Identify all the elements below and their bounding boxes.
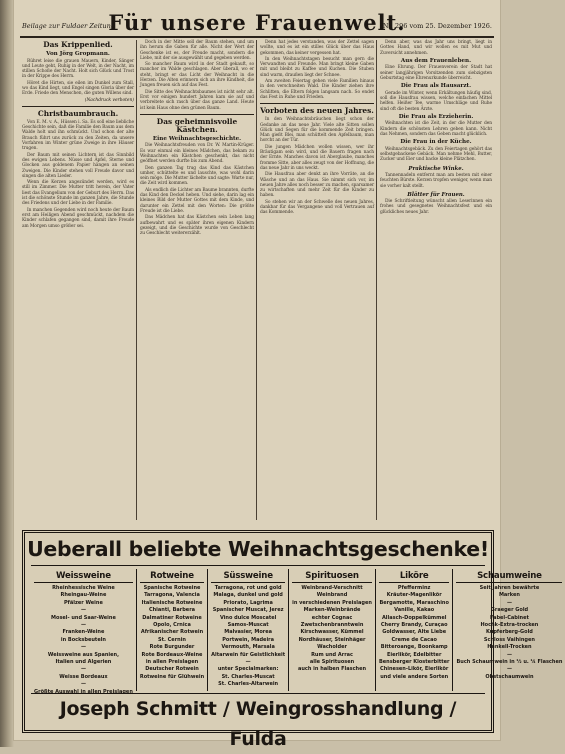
ad-product-line: Cherry Brandy, Curaçao [380,622,448,629]
article-subheading: Praktische Winke. [408,165,464,172]
ad-product-line: Allasch-Doppelkümmel [381,614,447,621]
article-paragraph: Am zweiten Feiertag gehen viele Familien hinaus in den verschneiten Wald. Die Kinder ziehen ihre Schlitten, die Eltern folgen langsam nach. So endet das Fest in Ruhe und Frieden. [260,79,374,100]
article-paragraph: Rühret leise die grauen Mauern, Kinder, Sänger und Leute geht, Ruhig in der Welt, in der Nacht, im stillen Schoße der Nacht. Holt sich Glück und Trost in der Krippe des Herrn. [22,58,134,80]
masthead [20,10,494,38]
ad-product-line: Marken [498,592,520,599]
ad-product-line: Kupferberg-Gold [485,629,533,636]
ad-product-line: St. Cernin [158,636,186,643]
article-paragraph: Weihnachten ist die Zeit, in der die Mutter den Kindern die schönsten Lehren geben kann. Nicht das Nehmen, sondern das Geben macht glücklich. [380,121,492,138]
article-subheading: Von Jörg Gropmann. [46,51,110,57]
ad-product-line: Rheingau-Weine [60,592,107,599]
article-column-3 [260,40,374,524]
article-subheading: Die Frau als Erzieherin. [398,113,474,120]
ad-column-rotweine [137,569,208,691]
ad-product-line: Rotweine für Glühwein [139,673,205,680]
article-paragraph: Denn aber, was das Jahr uns bringt, liegt in Gottes Hand, und wir wollen es mit Mut und Zuversicht annehmen. [380,40,492,56]
ad-product-line: Altarwein für Geistlichkeit [211,651,286,658]
ad-product-line: Weinbrand [316,592,348,599]
ad-product-line: Tarragona, Valencia [144,592,200,599]
ad-product-line: Malaga, dunkel und gold [213,592,283,599]
article-paragraph: In den Weihnachtstagen besucht man gern die Verwandten und Freunde. Man bringt kleine Gaben mit und bleibt zu Kaffee und Kuchen. Die Stuben sind warm, draußen liegt der Schnee. [260,56,374,78]
ad-product-line: Samos-Muscat [227,622,269,629]
article-paragraph: Eine Ehrung. Der Frauenverein der Stadt hat seiner langjährigen Vorsitzenden zum siebzigsten Geburtstag eine Ehrenurkunde überreicht. [380,65,492,81]
article-paragraph: Doch in der Mitte soll der Baum stehen, und um ihn herum die Gaben für alle. Nicht der Wert der Geschenke ist es, der Freude macht, sondern die Liebe, mit der sie ausgewählt und gegeben werden. [140,40,254,61]
ad-product-line: Franken-Weine [62,629,105,636]
ad-product-line: Bensberger Klosterbitter [378,659,450,666]
ad-company-footer: Joseph Schmitt / Weingrosshandlung / Fulda [31,693,485,724]
article-paragraph: In den Weihnachtsbräuchen liegt schon der Gedanke an das neue Jahr. Viele alte Sitten sollen Glück und Segen für die kommende Zeit bringen. Man gießt Blei, man schüttelt den Apfelbaum, man horcht an der Tür. [260,117,374,144]
ad-product-line: Dalmatiner Rotweine [142,614,202,621]
article-subheading: Aus dem Frauenleben. [400,57,472,64]
ad-product-line: Wacholder [317,644,347,651]
article-paragraph: Als endlich die Lichter am Baume brannten, durfte das Kind den Deckel heben. Und siehe, darin lag ein kleines Bild der Mutter Gottes mit dem Kinde, und darunter ein Zettel mit den Worten: Die größte Freude ist die Liebe. [140,187,254,214]
ad-product-line: Nordhäuser, Steinhäger [298,636,366,643]
ad-column-spirituosen [289,569,376,691]
article-paragraph: Der Baum mit seinen Lichtern ist das Sinnbild des ewigen Lebens. Nüsse und Äpfel, Sterne und Glocken aus goldenem Papier hängen an seinen Zweigen. Die Kinder stehen voll Freude davor und singen die alten Lieder. [22,152,134,179]
masthead-issue-date: Nr. 296 vom 25. Dezember 1926. [382,22,492,30]
ad-product-line: Schloss Vaihingen [483,636,535,643]
ad-product-line: Weissweine aus Spanien, [47,651,119,658]
ad-product-line: Rote Burgunder [149,644,195,651]
ad-column-title: Süssweine [211,570,285,583]
ad-product-line: Pfefferminz [397,585,431,591]
ad-product-line: Seit Jahren bewährte [479,585,540,591]
ad-product-line: Zwetschenbranntwein [300,622,364,629]
column-rule [136,40,137,520]
section-divider [260,103,374,104]
ad-column-weissweine [31,569,137,695]
article-subheading: Eine Weihnachtsgeschichte. [152,135,242,142]
article-paragraph: Weihnachtsgebäck. Zu den Feiertagen gehört das selbstgebackene Gebäck. Man nehme Mehl, Butter, Zucker und Eier und backe kleine Plätzchen. [380,146,492,163]
ad-product-line: Chianti, Barbera [148,607,196,614]
ad-product-line: Weisse Bordeaux [59,673,108,680]
article-headline: Christbaumbrauch. [37,108,119,118]
ad-product-line: Malvasier, Morea [224,629,273,636]
ad-product-line: Pfälzer Weine [64,599,103,606]
article-paragraph: Das Mädchen hat das Kästchen sein Leben lang aufbewahrt und es später ihren eigenen Kindern gezeigt, und die Geschichte wurde von Geschlecht zu Geschlecht weitererzählt. [140,215,254,237]
wine-advertisement [22,530,563,750]
ad-product-line: Bitteroange, Boonkamp [380,644,448,651]
ad-product-line: — [506,599,512,606]
article-paragraph: Denn hat jedes verstanden, was der Zettel sagen wollte, und es ist ein stilles Glück über das Haus gekommen, das keiner vergessen hat. [260,40,374,56]
ad-product-line: — [80,607,86,614]
ad-product-line: Größte Auswahl in allen Preislagen [34,688,133,695]
ad-product-line: Rheinhessische Weine [52,585,115,591]
ad-product-line: — [80,622,86,629]
ad-product-line: Goldwasser, Alte Liebe [382,629,447,636]
ad-product-line: Afrikanischer Rotwein [140,629,204,636]
article-subheading: Blätter für Frauen. [407,191,465,198]
ad-product-line: auch in halben Flaschen [297,666,367,673]
page-binding-edge [0,0,14,747]
ad-product-line: Henkell-Trocken [487,644,532,651]
ad-product-line: Chinesen-Likör, Eierlikör [380,666,449,673]
ad-product-columns [31,569,563,695]
ad-product-line: Italienische Rotweine [141,599,203,606]
ad-product-line: alle Spirituosen [309,659,355,666]
ad-product-line: Obstschaumwein [485,673,534,680]
article-paragraph: Die jungen Mädchen wollen wissen, wer ihr Bräutigam sein wird, und die Bauern fragen nach der Ernte. Manches davon ist Aberglaube, manches fromme Sitte, aber alles zeugt von der Hoffnung, die das neue Jahr in uns weckt. [260,144,374,171]
ad-product-line: und viele andere Sorten [380,673,449,680]
ad-product-line: unter Specialmarken: [217,666,279,673]
ad-product-line: Creme de Cacao [391,636,437,643]
ad-product-line: — [245,659,251,666]
ad-product-line: Tarragona, rot und gold [214,585,282,591]
ad-product-line: Eierlikör, Edelbitter [386,651,442,658]
ad-product-line: St. Charles-Muscat [221,673,275,680]
ad-product-line: Bergamotte, Maraschino [379,599,449,606]
ad-product-line: — [80,644,86,651]
ad-headline: Ueberall beliebte Weihnachtsgeschenke! [27,537,489,561]
ad-product-line: Buch Schaumwein in ½ u. ¼ Flaschen [456,659,563,666]
article-paragraph: Die Hausfrau aber denkt an ihre Vorräte, an die Wäsche und an das Haus. Sie nimmt sich vor, im neuen Jahre alles noch besser zu machen, sparsamer zu wirtschaften und mehr Zeit für die Kinder zu haben. [260,172,374,199]
ad-product-line: Rum und Arrac [311,651,354,658]
ad-product-line: Vermouth, Marsala [221,644,275,651]
article-paragraph: Die Sitte des Weihnachtsbaumes ist nicht sehr alt. Erst vor einigen hundert Jahren kam sie auf und verbreitete sich rasch über das ganze Land. Heute ist kein Haus ohne den grünen Baum. [140,89,254,111]
masthead-supplement-label: Beilage zur Fuldaer Zeitung [22,22,115,30]
ad-product-line: — [506,666,512,673]
article-paragraph: So mancher Baum wird in der Stadt gekauft, so mancher im Walde geschlagen. Aber überall, wo er steht, bringt er das Licht der Weihnacht in die Herzen. Die Alten erinnern sich an ihre Kindheit, die Jungen freuen sich auf das Fest. [140,62,254,89]
article-paragraph: So stehen wir an der Schwelle des neuen Jahres, dankbar für das Vergangene und voll Vertrauen auf das Kommende. [260,199,374,216]
ad-product-line: Opolo, Crnica [153,622,191,629]
article-headline: Vorboten des neuen Jahres. [260,106,374,116]
article-paragraph: In manchen Gegenden wird noch heute der Baum erst am Heiligen Abend geschmückt, nachdem die Kinder schlafen gegangen sind, damit ihre Freude am Morgen umso größer sei. [22,207,134,229]
article-headline: Das geheimnisvolle Kästchen. [156,116,238,134]
ad-product-line: echter Cognac [311,614,353,621]
masthead-title: Für unsere Frauenwelt. [108,10,406,35]
ad-product-line: Priorato, Lagrima [223,599,273,606]
ad-product-line: Graeger Gold [490,607,529,614]
ad-product-line: Vino dulce Moscatel [219,614,277,621]
column-rule [376,40,377,520]
ad-product-line: in Bocksbeuteln [60,636,106,643]
article-paragraph: Die Schriftleitung wünscht allen Leserinnen ein frohes und gesegnetes Weihnachtsfest und ein glückliches neues Jahr. [380,199,492,215]
article-column-1 [22,40,134,524]
ad-divider [31,565,485,566]
ad-product-line: Fabel-Cabinet [489,614,529,621]
ad-product-line: Portwein, Madeira [222,636,275,643]
column-rule [256,40,257,520]
ad-column-liköre [376,569,454,691]
ad-product-line: in verschiedenen Preislagen [292,599,372,606]
ad-product-line: in allen Preislagen [145,659,199,666]
article-column-2 [140,40,254,524]
article-paragraph: Höret die Hirten, sie eilen im Dunkel zum Stall, wo das Kind liegt, und Engel singen Gloria über der Erde. Friede den Menschen, die guten Willens sind. [22,80,134,97]
newspaper-page [14,0,563,750]
article-note: (Nachdruck verboten) [84,97,134,103]
article-paragraph: Den ganzen Tag trug das Kind das Kästchen umher, schüttelte es und lauschte, was wohl darin sein möge. Die Mutter lächelte und sagte: Warte nur, die Zeit wird kommen. [140,165,254,187]
ad-product-line: — [80,666,86,673]
ad-product-line: Mosel- und Saar-Weine [51,614,116,621]
article-headline: Das Krippenlied. [43,40,113,49]
article-paragraph: Wenn die Kerzen angezündet werden, wird es still im Zimmer. Die Mutter tritt herein, der Vater liest das Evangelium von der Geburt des Herrn. Das ist die schönste Stunde im ganzen Jahre, die Stunde des Friedens und der Liebe in der Familie. [22,180,134,207]
ad-product-line: Kräuter-Magenlikör [386,592,442,599]
ad-product-line: Vanille, Kakao [394,607,435,614]
article-paragraph: Tannennadeln entfernt man am besten mit einer feuchten Bürste. Kerzen tropfen weniger, wenn man sie vorher kalt stellt. [380,172,492,189]
ad-column-title: Weissweine [34,570,133,583]
ad-product-line: Rote Bordeaux-Weine [141,651,203,658]
ad-column-title: Schaumweine [456,570,562,583]
article-subheading: Die Frau als Hausarzt. [400,83,472,90]
section-divider [140,114,254,115]
ad-product-line: Spanische Rotweine [143,585,201,591]
ad-product-line: Hochk-Extra-trocken [480,622,539,629]
article-subheading: Die Frau in der Küche. [400,139,472,146]
ad-column-süssweine [208,569,289,691]
ad-column-schaumweine [453,569,565,691]
section-divider [22,106,134,107]
ad-product-line: — [80,681,86,688]
ad-product-line: Kirschwasser, Kümmel [300,629,364,636]
ad-product-line: Deutscher Rotwein [145,666,199,673]
article-paragraph: Gerade im Winter, wenn Erkältungen häufig sind, soll die Hausfrau wissen, welche einfachen Mittel helfen. Heißer Tee, warme Umschläge und Ruhe sind oft die besten Ärzte. [380,90,492,112]
article-column-4 [380,40,492,524]
ad-product-line: Marken-Weinbrände [303,607,361,614]
article-paragraph: Von E. M. v. A., Hüssen i. Sa. Es soll eine liebliche Geschichte sein, daß die Familie den Baum aus dem Walde holt und ihn schmückt. Und schon der alte Brauch führt uns zurück zu den Zeiten, da unsere Vorfahren im Winter grüne Zweige in ihre Häuser trugen. [22,119,134,152]
ad-column-title: Spirituosen [292,570,372,583]
ad-column-title: Liköre [379,570,450,583]
ad-product-line: Spanischer Muscat, Jerez [212,607,284,614]
article-paragraph: Die Weihnachtsfreuden von Dr. W. Martin-Krüger. Es war einmal ein kleines Mädchen, das bekam zu Weihnachten ein Kästchen geschenkt, das nicht geöffnet werden durfte bis zum Abend. [140,143,254,165]
ad-product-line: Weinbrand-Verschnitt [301,585,363,591]
ad-column-title: Rotweine [140,570,204,583]
ad-product-line: — [506,651,512,658]
ad-product-line: St. Charles-Altarwein [218,681,279,688]
ad-product-line: Italien und Algerien [55,659,112,666]
